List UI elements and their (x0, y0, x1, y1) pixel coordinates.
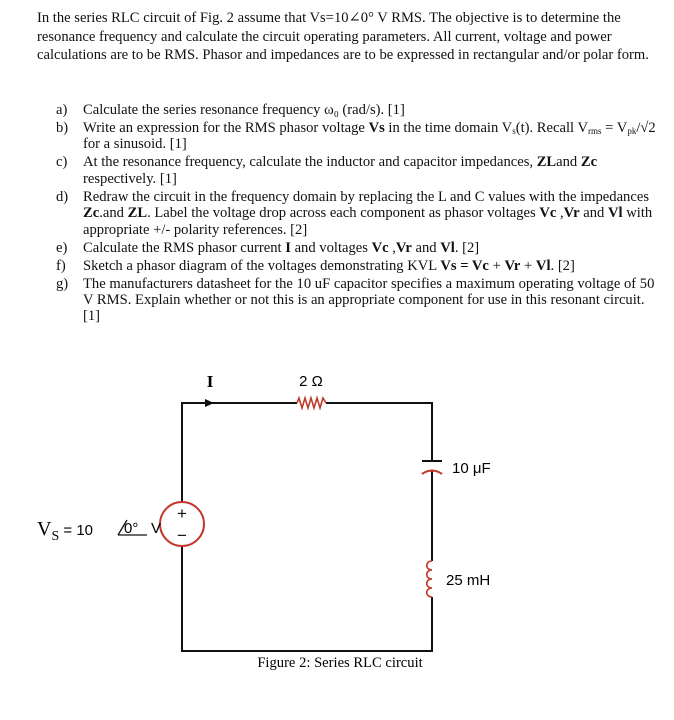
question-marker: b) (56, 120, 69, 136)
current-arrow-icon (205, 399, 214, 407)
capacitor-label: 10 μF (452, 460, 491, 477)
question-marker: d) (56, 188, 69, 205)
source-plus-sign: + (177, 504, 187, 523)
source-voltage-label: $V_S$ $^{= 10}$ (37, 518, 94, 544)
inductor-icon (427, 561, 432, 597)
question-f: f) Sketch a phasor diagram of the voltages demonstrating KVL Vs = Vc + Vr + Vl. [2] (56, 257, 575, 274)
source-angle: 0° (124, 520, 139, 537)
source-unit: V (151, 520, 162, 537)
resistor-label: 2 Ω (299, 373, 323, 390)
resistor-icon (297, 398, 326, 408)
question-a: a) Calculate the series resonance frequency ω₀ (rad/s). [1] (56, 102, 405, 118)
question-marker: f) (56, 257, 66, 274)
wire-top-left (182, 403, 297, 501)
wire-top-right (326, 403, 432, 461)
question-marker: g) (56, 275, 69, 292)
inductor-label: 25 mH (446, 572, 491, 589)
question-c: c) At the resonance frequency, calculate the inductor and capacitor impedances, ZLand Zc respectively. [1] (56, 154, 598, 187)
question-g: g) The manufacturers datasheet for the 10 uF capacitor specifies a maximum operating voltage of 50 V RMS. Explain whether or not this is an appropriate component for use in this resonant circuit. [1] (56, 275, 655, 325)
circuit-wires (182, 403, 432, 651)
question-marker: a) (56, 102, 68, 118)
wire-bottom (182, 546, 432, 651)
question-marker: e) (56, 239, 68, 256)
question-d: d) Redraw the circuit in the frequency domain by replacing the L and C values with the impedances Zc.and ZL. Label the voltage drop across each component as phasor voltages Vc ,Vr and Vl with appropriate +/- polarity references. [2] (56, 188, 653, 238)
question-marker: c) (56, 154, 68, 171)
problem-intro: In the series RLC circuit of Fig. 2 assume that Vs=10∠0° V RMS. The objective is to determine the resonance frequency and calculate the circuit operating parameters. All current, voltage and power calculations are to be RMS. Phasor and impedances are to be expressed in rectangular and/or polar form. (37, 10, 649, 64)
source-minus-sign: − (177, 526, 187, 545)
current-label: I (206, 372, 214, 391)
question-e: e) Calculate the RMS phasor current I and voltages Vc ,Vr and Vl. [2] (56, 239, 480, 256)
question-b: b) Write an expression for the RMS phasor voltage Vs in the time domain $V_s(t)$. Recall $V_{rms} = V_{pk}/√2$ for a sinusoid. [1] (56, 120, 656, 153)
figure-caption: Figure 2: Series RLC circuit (257, 655, 423, 671)
